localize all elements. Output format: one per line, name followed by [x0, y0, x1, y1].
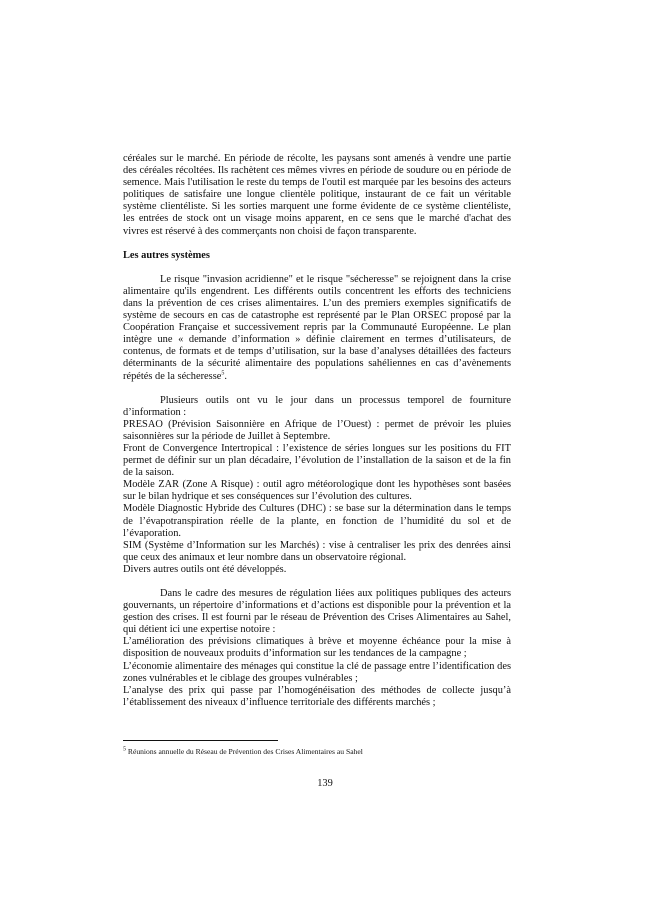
tool-item-presao: PRESAO (Prévision Saisonnière en Afrique de l’Ouest) : permet de prévoir les pluies saisonnières sur la période de Juillet à Septembre. [123, 418, 511, 442]
paragraph-risks-end: . [224, 370, 227, 382]
footnote-reference[interactable]: 5 [221, 370, 225, 377]
footnote-number: 5 [123, 746, 126, 753]
footnote-text: Réunions annuelle du Réseau de Prévention des Crises Alimentaires au Sahel [127, 747, 363, 756]
tool-item-fit: Front de Convergence Intertropical : l’existence de séries longues sur les positions du FIT permet de définir sur un plan décadaire, l’évolution de l’installation de la saison et de la fin de la saison. [123, 442, 511, 479]
spacer [123, 238, 511, 250]
tool-item-dhc: Modèle Diagnostic Hybride des Cultures (DHC) : se base sur la détermination dans le temps de l’évapotranspiration réelle de la plante, en fonction de l’humidité du sol et de l’évaporation. [123, 503, 511, 539]
tools-intro: Plusieurs outils ont vu le jour dans un processus temporel de fourniture d’information : [123, 394, 511, 418]
regulation-item-climate: L’amélioration des prévisions climatiques à brève et moyenne échéance pour la mise à disposition de nouveaux produits d’information sur les tendances de la campagne ; [123, 636, 511, 660]
paragraph-risks [123, 274, 511, 383]
page-body [123, 153, 511, 709]
paragraph-risks-text: Le risque "invasion acridienne" et le risque "sécheresse" se rejoignent dans la crise alimentaire qu'ils engendrent. Les différents outils concentrent les efforts des techniciens dans la prévention de ces crises alimentaires. L’un des premiers exemples significatifs de système de secours en cas de catastrophe est représenté par le Plan ORSEC proposé par la Coopération Française et successivement repris par la Communauté Européenne. Le plan intègre une « demande d’information » définie clairement en termes d’utilisateurs, de contenus, de formats et de temps d’utilisation, sur la base d’analyses détaillées des facteurs déterminants de la sécurité alimentaire des populations sahéliennes en cas d’avènements répétés de la sécheresse [123, 273, 511, 382]
tool-item-other: Divers autres outils ont été développés. [123, 563, 287, 575]
page-number: 139 [317, 778, 333, 789]
spacer [123, 576, 511, 588]
section-heading: Les autres systèmes [123, 249, 210, 261]
regulation-intro: Dans le cadre des mesures de régulation liées aux politiques publiques des acteurs gouvernants, un répertoire d’informations et d’actions est disponible pour la prévention et la gestion des crises. Il est fourni par le réseau de Prévention des Crises Alimentaires au Sahel, qui détient ici une expertise notoire : [123, 588, 511, 636]
tool-item-sim: SIM (Système d’Information sur les Marchés) : vise à centraliser les prix des denrées ainsi que ceux des animaux et leur nombre dans un observatoire régional. [123, 539, 511, 563]
regulation-item-household: L’économie alimentaire des ménages qui constitue la clé de passage entre l’identification des zones vulnérables et le ciblage des groupes vulnérables ; [123, 660, 511, 684]
spacer [123, 262, 511, 274]
continued-paragraph: céréales sur le marché. En période de récolte, les paysans sont amenés à vendre une partie des céréales récoltées. Ils rachètent ces mêmes vivres en période de soudure ou en période de semence. Mais l'utilisation le reste du temps de l'outil est marquée par les besoins des acteurs politiques de satisfaire une longue clientèle politique, instaurant de ce fait un véritable système clientéliste. Si les sorties marquent une forme évidente de ce système clientéliste, les entrées de stock ont un visage moins apparent, en ce sens que le marché d'achat des vivres est réservé à des commerçants non choisi de façon transparente. [123, 153, 511, 237]
tool-item-zar: Modèle ZAR (Zone A Risque) : outil agro météorologique dont les hypothèses sont basées sur le bilan hydrique et ses conséquences sur l’évolution des cultures. [123, 479, 511, 503]
regulation-item-prices: L’analyse des prix qui passe par l’homogénéisation des méthodes de collecte jusqu’à l’établissement des niveaux d’influence territoriale des différents marchés ; [123, 684, 511, 708]
spacer [123, 383, 511, 395]
footnote-divider [123, 740, 278, 741]
footnote [123, 747, 511, 756]
